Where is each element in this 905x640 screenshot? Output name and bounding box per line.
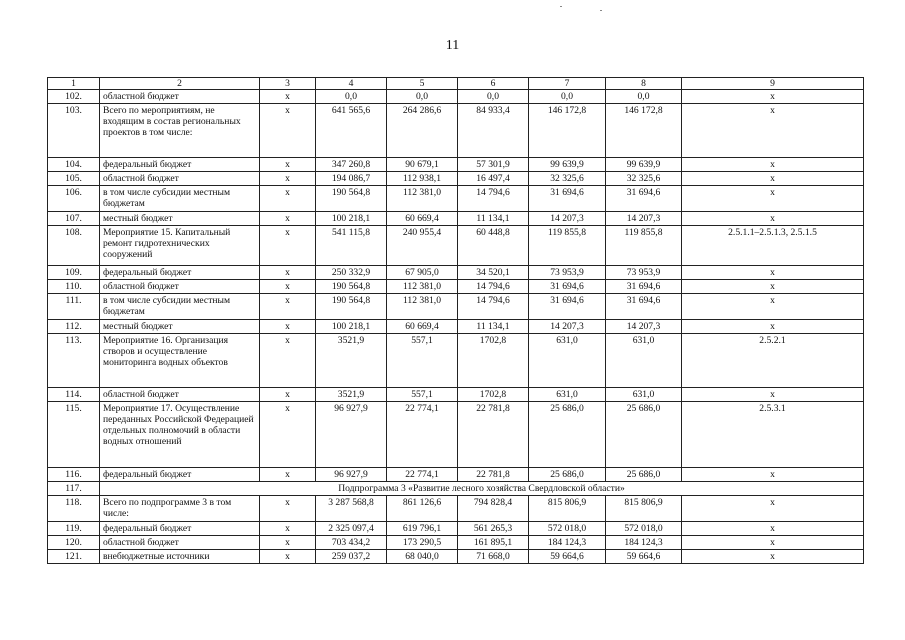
table-row — [48, 550, 864, 564]
table-row — [48, 522, 864, 536]
amount-cell: 250 332,9 — [316, 266, 387, 280]
amount-cell: 184 124,3 — [529, 536, 606, 550]
amount-cell: 100 218,1 — [316, 320, 387, 334]
mark-cell: x — [260, 226, 316, 266]
target-code-cell: x — [682, 266, 864, 280]
target-code-cell: x — [682, 158, 864, 172]
row-number-cell: 115. — [48, 402, 100, 468]
row-number-cell: 119. — [48, 522, 100, 536]
mark-cell: x — [260, 536, 316, 550]
item-name-cell: внебюджетные источники — [100, 550, 260, 564]
scan-speck — [560, 6, 562, 7]
mark-cell: x — [260, 172, 316, 186]
amount-cell: 347 260,8 — [316, 158, 387, 172]
amount-cell: 16 497,4 — [458, 172, 529, 186]
amount-cell: 161 895,1 — [458, 536, 529, 550]
table-row — [48, 468, 864, 482]
item-name-cell: в том числе субсидии местным бюджетам — [100, 294, 260, 320]
scan-speck — [600, 10, 602, 11]
row-number-cell: 113. — [48, 334, 100, 388]
amount-cell: 84 933,4 — [458, 104, 529, 158]
mark-cell: x — [260, 158, 316, 172]
amount-cell: 794 828,4 — [458, 496, 529, 522]
mark-cell: x — [260, 402, 316, 468]
item-name-cell: областной бюджет — [100, 172, 260, 186]
mark-cell: x — [260, 522, 316, 536]
amount-cell: 99 639,9 — [606, 158, 682, 172]
table-row — [48, 496, 864, 522]
amount-cell: 619 796,1 — [387, 522, 458, 536]
amount-cell: 25 686,0 — [529, 402, 606, 468]
column-header: 8 — [606, 78, 682, 90]
row-number-cell: 107. — [48, 212, 100, 226]
amount-cell: 194 086,7 — [316, 172, 387, 186]
amount-cell: 14 794,6 — [458, 186, 529, 212]
target-code-cell: x — [682, 212, 864, 226]
amount-cell: 703 434,2 — [316, 536, 387, 550]
amount-cell: 59 664,6 — [606, 550, 682, 564]
page-number: 11 — [445, 38, 460, 53]
column-header: 2 — [100, 78, 260, 90]
amount-cell: 0,0 — [316, 90, 387, 104]
amount-cell: 22 774,1 — [387, 468, 458, 482]
target-code-cell: x — [682, 550, 864, 564]
amount-cell: 32 325,6 — [529, 172, 606, 186]
amount-cell: 561 265,3 — [458, 522, 529, 536]
amount-cell: 100 218,1 — [316, 212, 387, 226]
amount-cell: 641 565,6 — [316, 104, 387, 158]
amount-cell: 631,0 — [606, 334, 682, 388]
target-code-cell: x — [682, 388, 864, 402]
amount-cell: 2 325 097,4 — [316, 522, 387, 536]
target-code-cell: x — [682, 522, 864, 536]
amount-cell: 22 774,1 — [387, 402, 458, 468]
amount-cell: 31 694,6 — [606, 294, 682, 320]
item-name-cell: федеральный бюджет — [100, 522, 260, 536]
amount-cell: 1702,8 — [458, 388, 529, 402]
amount-cell: 14 207,3 — [529, 320, 606, 334]
amount-cell: 184 124,3 — [606, 536, 682, 550]
table-row — [48, 294, 864, 320]
item-name-cell: областной бюджет — [100, 90, 260, 104]
target-code-cell: x — [682, 468, 864, 482]
amount-cell: 0,0 — [606, 90, 682, 104]
amount-cell: 112 381,0 — [387, 294, 458, 320]
row-number-cell: 117. — [48, 482, 100, 496]
table-header-row — [48, 78, 864, 90]
amount-cell: 99 639,9 — [529, 158, 606, 172]
amount-cell: 815 806,9 — [529, 496, 606, 522]
table-row — [48, 280, 864, 294]
row-number-cell: 106. — [48, 186, 100, 212]
item-name-cell: Мероприятие 17. Осуществление переданных Российской Федерацией отдельных полномочий в области водных отношений — [100, 402, 260, 468]
amount-cell: 31 694,6 — [606, 280, 682, 294]
item-name-cell: федеральный бюджет — [100, 468, 260, 482]
amount-cell: 59 664,6 — [529, 550, 606, 564]
target-code-cell: x — [682, 536, 864, 550]
column-header: 3 — [260, 78, 316, 90]
row-number-cell: 121. — [48, 550, 100, 564]
amount-cell: 11 134,1 — [458, 320, 529, 334]
amount-cell: 11 134,1 — [458, 212, 529, 226]
target-code-cell: x — [682, 104, 864, 158]
target-code-cell: x — [682, 320, 864, 334]
amount-cell: 14 794,6 — [458, 294, 529, 320]
row-number-cell: 108. — [48, 226, 100, 266]
amount-cell: 190 564,8 — [316, 294, 387, 320]
table-row — [48, 482, 864, 496]
amount-cell: 3 287 568,8 — [316, 496, 387, 522]
column-header: 4 — [316, 78, 387, 90]
table-row — [48, 104, 864, 158]
row-number-cell: 111. — [48, 294, 100, 320]
mark-cell: x — [260, 496, 316, 522]
mark-cell: x — [260, 468, 316, 482]
budget-table — [47, 77, 864, 564]
amount-cell: 631,0 — [529, 334, 606, 388]
amount-cell: 3521,9 — [316, 388, 387, 402]
mark-cell: x — [260, 90, 316, 104]
amount-cell: 67 905,0 — [387, 266, 458, 280]
amount-cell: 190 564,8 — [316, 280, 387, 294]
amount-cell: 815 806,9 — [606, 496, 682, 522]
amount-cell: 31 694,6 — [529, 280, 606, 294]
amount-cell: 259 037,2 — [316, 550, 387, 564]
mark-cell: x — [260, 212, 316, 226]
amount-cell: 572 018,0 — [529, 522, 606, 536]
amount-cell: 240 955,4 — [387, 226, 458, 266]
item-name-cell: федеральный бюджет — [100, 266, 260, 280]
amount-cell: 173 290,5 — [387, 536, 458, 550]
amount-cell: 557,1 — [387, 334, 458, 388]
item-name-cell: областной бюджет — [100, 388, 260, 402]
table-row — [48, 226, 864, 266]
amount-cell: 14 207,3 — [606, 212, 682, 226]
target-code-cell: x — [682, 186, 864, 212]
amount-cell: 25 686,0 — [606, 468, 682, 482]
amount-cell: 96 927,9 — [316, 468, 387, 482]
amount-cell: 541 115,8 — [316, 226, 387, 266]
amount-cell: 0,0 — [458, 90, 529, 104]
row-number-cell: 110. — [48, 280, 100, 294]
mark-cell: x — [260, 334, 316, 388]
amount-cell: 3521,9 — [316, 334, 387, 388]
amount-cell: 73 953,9 — [529, 266, 606, 280]
item-name-cell: Мероприятие 15. Капитальный ремонт гидротехнических сооружений — [100, 226, 260, 266]
amount-cell: 112 938,1 — [387, 172, 458, 186]
item-name-cell: областной бюджет — [100, 280, 260, 294]
row-number-cell: 118. — [48, 496, 100, 522]
row-number-cell: 112. — [48, 320, 100, 334]
amount-cell: 572 018,0 — [606, 522, 682, 536]
amount-cell: 631,0 — [529, 388, 606, 402]
amount-cell: 60 669,4 — [387, 320, 458, 334]
amount-cell: 119 855,8 — [529, 226, 606, 266]
amount-cell: 112 381,0 — [387, 280, 458, 294]
amount-cell: 14 207,3 — [606, 320, 682, 334]
amount-cell: 60 448,8 — [458, 226, 529, 266]
amount-cell: 557,1 — [387, 388, 458, 402]
mark-cell: x — [260, 388, 316, 402]
amount-cell: 60 669,4 — [387, 212, 458, 226]
amount-cell: 631,0 — [606, 388, 682, 402]
amount-cell: 14 794,6 — [458, 280, 529, 294]
item-name-cell: федеральный бюджет — [100, 158, 260, 172]
amount-cell: 119 855,8 — [606, 226, 682, 266]
row-number-cell: 114. — [48, 388, 100, 402]
amount-cell: 73 953,9 — [606, 266, 682, 280]
mark-cell: x — [260, 104, 316, 158]
table-row — [48, 388, 864, 402]
item-name-cell: Всего по подпрограмме 3 в том числе: — [100, 496, 260, 522]
mark-cell: x — [260, 550, 316, 564]
amount-cell: 34 520,1 — [458, 266, 529, 280]
amount-cell: 32 325,6 — [606, 172, 682, 186]
amount-cell: 22 781,8 — [458, 468, 529, 482]
target-code-cell: 2.5.2.1 — [682, 334, 864, 388]
amount-cell: 0,0 — [529, 90, 606, 104]
amount-cell: 57 301,9 — [458, 158, 529, 172]
item-name-cell: Мероприятие 16. Организация створов и осуществление мониторинга водных объектов — [100, 334, 260, 388]
row-number-cell: 102. — [48, 90, 100, 104]
table-row — [48, 212, 864, 226]
subprogram-title-cell: Подпрограмма 3 «Развитие лесного хозяйства Свердловской области» — [100, 482, 864, 496]
amount-cell: 112 381,0 — [387, 186, 458, 212]
table-row — [48, 402, 864, 468]
row-number-cell: 104. — [48, 158, 100, 172]
amount-cell: 71 668,0 — [458, 550, 529, 564]
amount-cell: 22 781,8 — [458, 402, 529, 468]
mark-cell: x — [260, 186, 316, 212]
target-code-cell: x — [682, 280, 864, 294]
amount-cell: 190 564,8 — [316, 186, 387, 212]
item-name-cell: местный бюджет — [100, 320, 260, 334]
item-name-cell: Всего по мероприятиям, не входящим в состав региональных проектов в том числе: — [100, 104, 260, 158]
target-code-cell: x — [682, 90, 864, 104]
row-number-cell: 120. — [48, 536, 100, 550]
amount-cell: 90 679,1 — [387, 158, 458, 172]
amount-cell: 31 694,6 — [529, 186, 606, 212]
table-row — [48, 320, 864, 334]
amount-cell: 31 694,6 — [529, 294, 606, 320]
item-name-cell: областной бюджет — [100, 536, 260, 550]
mark-cell: x — [260, 320, 316, 334]
column-header: 9 — [682, 78, 864, 90]
amount-cell: 264 286,6 — [387, 104, 458, 158]
table-row — [48, 266, 864, 280]
amount-cell: 25 686,0 — [606, 402, 682, 468]
mark-cell: x — [260, 280, 316, 294]
row-number-cell: 103. — [48, 104, 100, 158]
target-code-cell: x — [682, 172, 864, 186]
amount-cell: 0,0 — [387, 90, 458, 104]
row-number-cell: 105. — [48, 172, 100, 186]
amount-cell: 146 172,8 — [606, 104, 682, 158]
amount-cell: 146 172,8 — [529, 104, 606, 158]
column-header: 6 — [458, 78, 529, 90]
mark-cell: x — [260, 294, 316, 320]
target-code-cell: 2.5.3.1 — [682, 402, 864, 468]
amount-cell: 31 694,6 — [606, 186, 682, 212]
table-row — [48, 158, 864, 172]
column-header: 7 — [529, 78, 606, 90]
item-name-cell: местный бюджет — [100, 212, 260, 226]
target-code-cell: x — [682, 496, 864, 522]
target-code-cell: x — [682, 294, 864, 320]
table-row — [48, 186, 864, 212]
amount-cell: 861 126,6 — [387, 496, 458, 522]
table-row — [48, 334, 864, 388]
amount-cell: 68 040,0 — [387, 550, 458, 564]
amount-cell: 14 207,3 — [529, 212, 606, 226]
mark-cell: x — [260, 266, 316, 280]
amount-cell: 96 927,9 — [316, 402, 387, 468]
row-number-cell: 109. — [48, 266, 100, 280]
column-header: 1 — [48, 78, 100, 90]
target-code-cell: 2.5.1.1–2.5.1.3, 2.5.1.5 — [682, 226, 864, 266]
amount-cell: 1702,8 — [458, 334, 529, 388]
column-header: 5 — [387, 78, 458, 90]
table-row — [48, 172, 864, 186]
amount-cell: 25 686,0 — [529, 468, 606, 482]
table-row — [48, 90, 864, 104]
item-name-cell: в том числе субсидии местным бюджетам — [100, 186, 260, 212]
row-number-cell: 116. — [48, 468, 100, 482]
table-row — [48, 536, 864, 550]
